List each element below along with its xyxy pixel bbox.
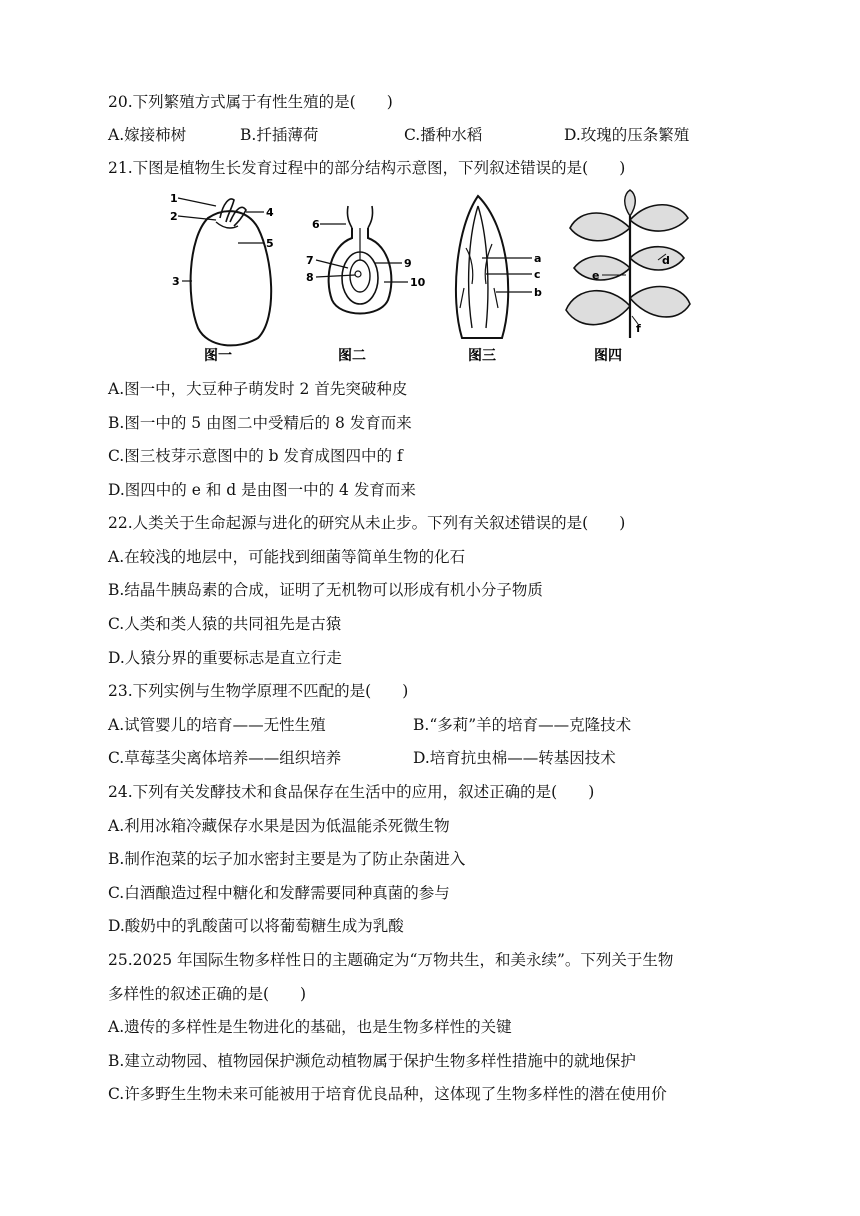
- q20-option-a: A.嫁接柿树: [108, 126, 187, 144]
- q23-option-a: A.试管婴儿的培育——无性生殖: [108, 716, 326, 734]
- figure-3-bud: [438, 188, 568, 370]
- fig1-label-3: 3: [172, 275, 180, 288]
- q24-stem: 24.下列有关发酵技术和食品保存在生活中的应用，叙述正确的是( ): [108, 783, 595, 801]
- q23-option-c: C.草莓茎尖离体培养——组织培养: [108, 749, 342, 767]
- fig1-caption: 图一: [204, 348, 232, 364]
- fig1-label-4: 4: [266, 206, 274, 219]
- fig1-label-5: 5: [266, 237, 274, 250]
- q24-option-a: A.利用冰箱冷藏保存水果是因为低温能杀死微生物: [108, 817, 450, 835]
- q20-option-c: C.播种水稻: [404, 126, 483, 144]
- q22-option-c: C.人类和类人猿的共同祖先是古猿: [108, 615, 342, 633]
- fig4-caption: 图四: [594, 348, 622, 364]
- q23-option-d: D.培育抗虫棉——转基因技术: [413, 749, 616, 767]
- fig4-label-f: f: [636, 322, 641, 335]
- q21-option-c: C.图三枝芽示意图中的 b 发育成图四中的 f: [108, 447, 403, 465]
- q25-stem-line-1: 25.2025 年国际生物多样性日的主题确定为“万物共生，和美永续”。下列关于生物: [108, 951, 674, 969]
- q24-option-d: D.酸奶中的乳酸菌可以将葡萄糖生成为乳酸: [108, 917, 404, 935]
- fig4-label-d: d: [662, 254, 670, 267]
- q20-stem: 20.下列繁殖方式属于有性生殖的是( ): [108, 93, 393, 111]
- q22-option-a: A.在较浅的地层中，可能找到细菌等简单生物的化石: [108, 548, 466, 566]
- q25-option-c: C.许多野生生物未来可能被用于培育优良品种，这体现了生物多样性的潜在使用价: [108, 1085, 667, 1103]
- q20-option-d: D.玫瑰的压条繁殖: [564, 126, 690, 144]
- q21-option-d: D.图四中的 e 和 d 是由图一中的 4 发育而来: [108, 481, 416, 499]
- q22-stem: 22.人类关于生命起源与进化的研究从未止步。下列有关叙述错误的是( ): [108, 514, 626, 532]
- q25-option-b: B.建立动物园、植物园保护濒危动植物属于保护生物多样性措施中的就地保护: [108, 1052, 636, 1070]
- fig3-label-c: c: [534, 268, 541, 281]
- q23-stem: 23.下列实例与生物学原理不匹配的是( ): [108, 682, 409, 700]
- q25-option-a: A.遗传的多样性是生物进化的基础，也是生物多样性的关键: [108, 1018, 512, 1036]
- figure-1-seed: [168, 188, 298, 370]
- fig1-label-1: 1: [170, 192, 178, 205]
- q20-option-b: B.扦插薄荷: [240, 126, 319, 144]
- q21-option-a: A.图一中，大豆种子萌发时 2 首先突破种皮: [108, 380, 408, 398]
- fig3-caption: 图三: [468, 348, 496, 364]
- fig2-label-10: 10: [410, 276, 426, 289]
- q21-stem: 21.下图是植物生长发育过程中的部分结构示意图，下列叙述错误的是( ): [108, 159, 626, 177]
- q22-option-d: D.人猿分界的重要标志是直立行走: [108, 649, 342, 667]
- fig2-label-6: 6: [312, 218, 320, 231]
- fig3-label-b: b: [534, 286, 542, 299]
- figure-4-plant: [560, 188, 700, 370]
- fig1-label-2: 2: [170, 210, 178, 223]
- fig4-label-e: e: [592, 269, 600, 282]
- q21-option-b: B.图一中的 5 由图二中受精后的 8 发育而来: [108, 414, 412, 432]
- q24-option-b: B.制作泡菜的坛子加水密封主要是为了防止杂菌进入: [108, 850, 466, 868]
- fig2-caption: 图二: [338, 348, 366, 364]
- q22-option-b: B.结晶牛胰岛素的合成，证明了无机物可以形成有机小分子物质: [108, 581, 543, 599]
- fig2-label-8: 8: [306, 271, 314, 284]
- fig3-label-a: a: [534, 252, 542, 265]
- q23-option-b: B.“多莉”羊的培育——克隆技术: [413, 716, 632, 734]
- fig2-label-7: 7: [306, 254, 314, 267]
- figure-2-ovule: [300, 188, 430, 370]
- fig2-label-9: 9: [404, 257, 412, 270]
- q25-stem-line-2: 多样性的叙述正确的是( ): [108, 985, 307, 1003]
- q24-option-c: C.白酒酿造过程中糖化和发酵需要同种真菌的参与: [108, 884, 450, 902]
